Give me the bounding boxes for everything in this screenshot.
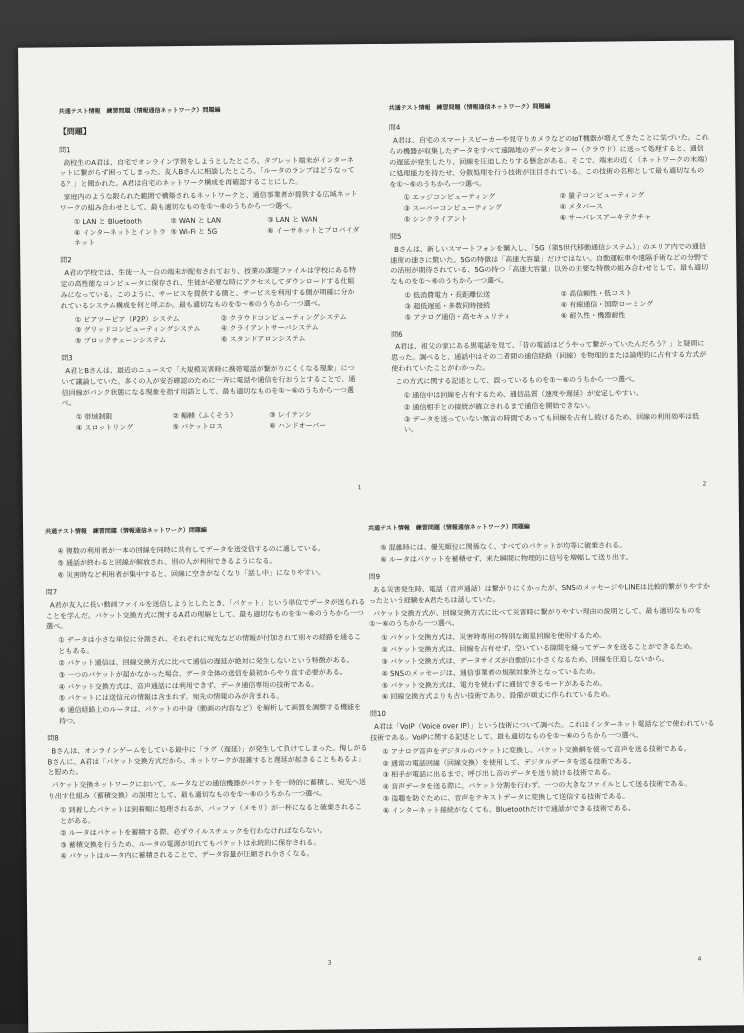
answer-option: ④ 複数の利用者が一本の回線を同時に共有してデータを送受信するのに適している。 bbox=[57, 544, 325, 556]
answer-option: ② 通常の電話回線（回線交換）を使用して、デジタルデータを送る技術である。 bbox=[382, 756, 636, 768]
answer-option: ③ パケット交換方式は、データサイズが自動的に小さくなるため、回線を圧迫しないから。 bbox=[381, 654, 669, 666]
answer-option: ⑥ ルータはパケットを蓄積せず、来た瞬間に物理的に信号を増幅して送り出す。 bbox=[380, 553, 633, 565]
answer-option: ④ 音声データを送る際に、パケット分割を行わず、一つの大きなファイルとして送る技術である。 bbox=[382, 780, 692, 792]
page-header: 共通テスト情報 練習問題（情報通信ネットワーク）問題編 bbox=[58, 106, 221, 116]
answer-option: ⑥ スタンドアロンシステム bbox=[221, 334, 306, 344]
answer-option: ④ 有線通信・国際ローミング bbox=[560, 300, 654, 310]
answer-option: ② 量子コンピューティング bbox=[559, 191, 645, 201]
answer-option: ⑥ 耐久性・機器耐性 bbox=[560, 311, 626, 320]
page-2 bbox=[389, 101, 712, 440]
answer-option: ③ 超低遅延・多数同時接続 bbox=[404, 301, 491, 311]
answer-option: ④ SNSのメッセージは、通信事業者の規制対象外となっているため。 bbox=[381, 667, 600, 678]
question-text: 家庭内のような限られた範囲で構築されるネットワークと、通信事業者が提供する広域ネットワークの組み合わせとして、最も適切なものを①〜⑥のうちから一つ選べ。 bbox=[59, 190, 358, 213]
answer-option: ⑤ ブロックチェーンシステム bbox=[75, 336, 167, 346]
question-text: A君が友人に長い動画ファイルを送信しようとしたとき、「パケット」という単位でデータが送られることを学んだ。パケット交換方式に関するA君の理解として、最も適切なものを①〜⑥のうちから一つ選べ。 bbox=[45, 597, 366, 631]
answer-option: ① 到着したパケットは到着順に処理されるが、バッファ（メモリ）が一杯になると破棄されることがある。 bbox=[59, 803, 363, 826]
question-text: A君は、祖父の家にある黒電話を見て、「昔の電話はどうやって繋がっていたんだろう？」と疑問に思った。調べると、通話中はその二者間の通信経路（回線）を物理的または論理的に占有する方式が使われていたことがわかった。 bbox=[391, 340, 707, 374]
answer-option: ⑤ 混雑時には、優先順位に関係なく、すべてのパケットが均等に破棄される。 bbox=[380, 541, 627, 553]
question-number: 問3 bbox=[61, 354, 73, 363]
question-number: 問8 bbox=[47, 734, 59, 743]
answer-option: ③ スーパーコンピューティング bbox=[403, 203, 502, 213]
question-text: Bさんは、新しいスマートフォンを購入し、「5G（第5世代移動通信システム）」のエリア内での通信速度の速さに驚いた。5Gの特徴は「高速大容量」だけではない。自動運転車や遠隔手術などの分野での活用が期待されている、5Gの持つ「高速大容量」以外の主要な特徴の組み合わせとして、最も適切なものを①〜⑥のうちから一つ選べ。 bbox=[390, 242, 709, 287]
answer-option: ⑤ 盗聴を防ぐために、音声をテキストデータに変換して送信する技術である。 bbox=[382, 792, 630, 804]
answer-option: ② 高信頼性・低コスト bbox=[560, 289, 633, 299]
answer-option: ④ パケット交換方式は、音声通話には利用できず、データ通信専用の技術である。 bbox=[58, 680, 319, 691]
question-text: A君は「VoIP（Voice over IP）」という技術について調べた。これはインターネット電話などで使われている技術である。VoIPに関する記述として、最も適切なものを①〜⑥のうちから一つ選べ。 bbox=[370, 719, 715, 743]
answer-option: ② 輻輳（ふくそう） bbox=[172, 411, 238, 421]
answer-option: ⑥ イーサネットとプロバイダ bbox=[267, 225, 360, 235]
answer-option: ⑥ 災害時など利用者が集中すると、回線に空きがなくなり「話し中」になりやすい。 bbox=[57, 568, 326, 580]
question-text: パケット交換方式が、回線交換方式に比べて災害時に繋がりやすい理由の説明として、最も適切なものを①〜⑥のうちから一つ選べ。 bbox=[369, 606, 702, 629]
answer-option: ③ 一つのパケットが届かなかった場合、データ全体の送信を最初からやり直す必要がある。 bbox=[58, 668, 347, 680]
page-number: 3 bbox=[327, 959, 332, 967]
question-number: 問7 bbox=[45, 588, 58, 597]
answer-option: ① ピアツーピア（P2P）システム bbox=[74, 314, 180, 324]
answer-option: ④ パケットはルータ内に蓄積されることで、データ容量が圧縮され小さくなる。 bbox=[60, 850, 314, 861]
question-number: 問6 bbox=[391, 330, 403, 339]
answer-option: ④ クライアントサーバシステム bbox=[220, 323, 319, 333]
printed-sheet bbox=[18, 40, 744, 1032]
page-number: 2 bbox=[702, 480, 707, 488]
page-header: 共通テスト情報 練習問題（情報通信ネットワーク）問題編 bbox=[368, 523, 530, 533]
answer-option: ④ インターネットとイントラネット bbox=[73, 227, 166, 248]
question-number: 問10 bbox=[369, 710, 386, 719]
page-header: 共通テスト情報 練習問題（情報通信ネットワーク）問題編 bbox=[388, 103, 551, 112]
answer-option: ② クラウドコンピューティングシステム bbox=[220, 312, 347, 323]
answer-option: ③ データを送っていない無言の時間であっても回線を占有し続けるため、回線の利用効率は低い。 bbox=[403, 412, 700, 435]
question-number: 問9 bbox=[368, 572, 381, 582]
answer-option: ④ メタバース bbox=[559, 202, 603, 212]
question-number: 問1 bbox=[59, 145, 71, 155]
question-number: 問5 bbox=[389, 232, 402, 241]
question-text: この方式に関する記述として、誤っているものを①〜⑥のうちから一つ選べ。 bbox=[395, 375, 639, 386]
answer-option: ③ 蓄積交換を行うため、ルータの電源が切れてもパケットは永続的に保存される。 bbox=[60, 838, 321, 849]
question-text: ある災害発生時、電話（音声通話）は繋がりにくかったが、SNSのメッセージやLINEは比較的繋がりやすかったという経験をA君たちは話していた。 bbox=[368, 582, 711, 605]
question-text: Bさんは、オンラインゲームをしている最中に「ラグ（遅延）」が発生して負けてしまった。悔しがるBさんに、A君は「パケット交換方式だから、ネットワークが混雑すると遅延が起きることもあるよ」と慰めた。 bbox=[47, 743, 368, 777]
answer-option: ② ルータはパケットを蓄積する際、必ずウイルスチェックを行わなければならない。 bbox=[60, 826, 327, 838]
answer-option: ③ レイテンシ bbox=[269, 410, 312, 420]
answer-option: ⑥ サーバレスアーキテクチャ bbox=[559, 213, 652, 223]
answer-option: ⑤ シンクライアント bbox=[403, 215, 468, 224]
answer-option: ⑤ アナログ通信・高セキュリティ bbox=[404, 312, 511, 322]
answer-option: ① アナログ音声をデジタルのパケットに変換し、パケット交換網を使って音声を送る技術である。 bbox=[382, 744, 691, 756]
page-3 bbox=[45, 524, 369, 866]
answer-option: ① エッジコンピューティング bbox=[403, 193, 496, 203]
answer-option: ⑤ Wi-Fi と 5G bbox=[170, 227, 218, 236]
answer-option: ① 通信中は回線を占有するため、通信品質（速度や遅延）が安定しやすい。 bbox=[403, 389, 643, 400]
answer-option: ① データは小さな単位に分割され、それぞれに宛先などの情報が付加されて別々の経路を通ることもある。 bbox=[58, 633, 362, 656]
answer-option: ⑥ 通信経路上のルータは、パケットの中身（動画の内容など）を解析して画質を調整する機能を持つ。 bbox=[58, 703, 362, 726]
answer-option: ⑥ ハンドオーバー bbox=[269, 421, 327, 431]
answer-option: ③ 相手が電話に出るまで、呼び出し音のデータを送り続ける技術である。 bbox=[382, 769, 616, 780]
page-header: 共通テスト情報 練習問題（情報通信ネットワーク）問題編 bbox=[45, 526, 207, 536]
answer-option: ① 帯域制限 bbox=[75, 413, 113, 422]
page-4 bbox=[368, 520, 716, 819]
question-text: A君は、自宅のスマートスピーカーや見守りカメラなどのIoT機器が増えてきたことに気づいた。これらの機器が収集したデータをすべて遠隔地のデータセンター（クラウド）に送って処理すると、通信の遅延が発生したり、回線を圧迫したりする懸念がある。そこで、端末の近く（ネットワークの末端）に処理能力を持たせ、分散処理を行う技術が注目されている。この技術の名称として最も適切なものを①〜⑥のうちから一つ選べ。 bbox=[389, 133, 709, 189]
question-text: A君の学校では、生徒一人一台の端末が配布されており、授業の課題ファイルは学校にある特定の高性能なコンピュータに保存され、生徒が必要な時にアクセスしてダウンロードする仕組みになっている。このように、サービスを提供する側と、サービスを利用する側が明確に分かれているシステム構成を何と呼ぶか。最も適切なものを①〜⑥のうちから一つ選べ。 bbox=[60, 266, 357, 310]
page-1 bbox=[59, 104, 362, 437]
answer-option: ⑤ パケット交換方式は、電力を使わずに通信できるモードがあるため。 bbox=[381, 679, 607, 690]
question-number: 問2 bbox=[60, 256, 72, 265]
question-text: パケット交換ネットワークにおいて、ルータなどの通信機器がパケットを一時的に蓄積し、宛先へ送り出す仕組み（蓄積交換）の説明として、最も適切なものを①〜⑥のうちから一つ選べ。 bbox=[47, 778, 366, 801]
answer-option: ① LAN と Bluetooth bbox=[73, 217, 142, 226]
answer-option: ① 低消費電力・長距離伝送 bbox=[404, 290, 491, 300]
page-number: 1 bbox=[357, 484, 362, 492]
answer-option: ② WAN と LAN bbox=[170, 216, 222, 225]
answer-option: ① パケット交換方式は、災害時専用の特別な衛星回線を使用するため。 bbox=[381, 631, 607, 643]
answer-option: ⑤ パケットには送信元の情報は含まれず、宛先の情報のみが含まれる。 bbox=[58, 692, 284, 703]
answer-option: ⑥ インターネット接続がなくても、Bluetoothだけで通話ができる技術である。 bbox=[382, 804, 635, 815]
question-text: 高校生のA君は、自宅でオンライン学習をしようとしたところ、タブレット端末がインターネットに繋がらず困ってしまった。友人Bさんに相談したところ、「ルータのランプはどうなってる？」と聞かれた。A君は自宅のネットワーク構成を再確認することにした。 bbox=[59, 155, 355, 189]
section-title: 【問題】 bbox=[58, 127, 91, 137]
answer-option: ⑤ パケットロス bbox=[172, 422, 223, 432]
question-number: 問4 bbox=[388, 124, 401, 133]
answer-option: ③ グリッドコンピューティングシステム bbox=[74, 325, 201, 335]
page-number: 4 bbox=[697, 955, 702, 963]
answer-option: ② パケット通信は、回線交換方式に比べて通信の遅延が絶対に発生しないという特徴がある。 bbox=[58, 656, 354, 668]
answer-option: ② 通信相手との接続が確立されるまで通信を開始できない。 bbox=[403, 401, 595, 412]
answer-option: ⑥ 回線交換方式よりも古い技術であり、設備が頑丈に作られているため。 bbox=[381, 690, 615, 702]
answer-option: ③ LAN と WAN bbox=[267, 215, 318, 224]
answer-option: ② パケット交換方式は、回線を占有せず、空いている隙間を縫ってデータを送ることができるため。 bbox=[381, 642, 697, 655]
answer-option: ⑤ 通話が終わると回線が解放され、別の人が利用できるようになる。 bbox=[57, 557, 277, 568]
answer-option: ④ スロットリング bbox=[75, 423, 134, 433]
question-text: A君とBさんは、最近のニュースで「大規模災害時に携帯電話が繋がりにくくなる現象」について議論していた。多くの人が安否確認のために一斉に電話や通信を行おうとすることで、通信回線がパンク状態になる現象を指す用語として、最も適切なものを①〜⑥のうちから一つ選べ。 bbox=[61, 364, 356, 408]
